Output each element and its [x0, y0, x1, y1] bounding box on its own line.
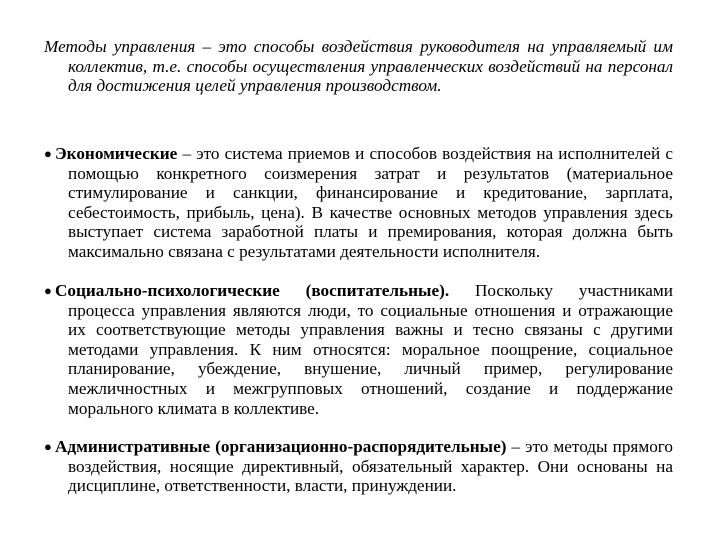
list-item-administrative: [44, 437, 673, 496]
intro-paragraph: [44, 37, 673, 96]
item-term-administrative: Административные (организационно-распорядительные): [55, 437, 507, 456]
list-item-economic: [44, 144, 673, 262]
item-term-social: Социально-психологические (воспитательные).: [55, 281, 450, 300]
item-text-administrative: – это методы прямого воздействия, носящие директивный, обязательный характер. Они основаны на дисциплине, ответственности, власти, принуждении.: [68, 437, 674, 496]
bullet-icon: ●: [44, 283, 52, 298]
intro-term: Методы управления: [44, 37, 196, 56]
bullet-icon: ●: [44, 146, 52, 161]
bullet-icon: ●: [44, 439, 52, 454]
item-text-social: Поскольку участниками процесса управления являются люди, то социальные отношения и отражающие их соответствующие методы управления важны и тесно связаны с другими методами управления. К ним относятся: моральное поощрение, социальное планирование, убеждение, внушение, личный пример, регулирование межличностных и межгрупповых отношений, создание и поддержание морального климата в коллективе.: [68, 281, 674, 418]
intro-text: – это способы воздействия руководителя на управляемый им коллектив, т.е. способы осуществления управленческих воздействий на персонал для достижения целей управления производством.: [68, 37, 673, 96]
item-term-economic: Экономические: [55, 144, 178, 163]
list-item-social: [44, 281, 673, 418]
item-text-economic: – это система приемов и способов воздействия на исполнителей с помощью конкретного соизмерения затрат и результатов (материальное стимулирование и санкции, финансирование и кредитование, зарплата, себестоимость, прибыль, цена). В качестве основных методов управления здесь выступает система заработной платы и премирования, которая должна быть максимально связана с результатами деятельности исполнителя.: [68, 144, 673, 261]
